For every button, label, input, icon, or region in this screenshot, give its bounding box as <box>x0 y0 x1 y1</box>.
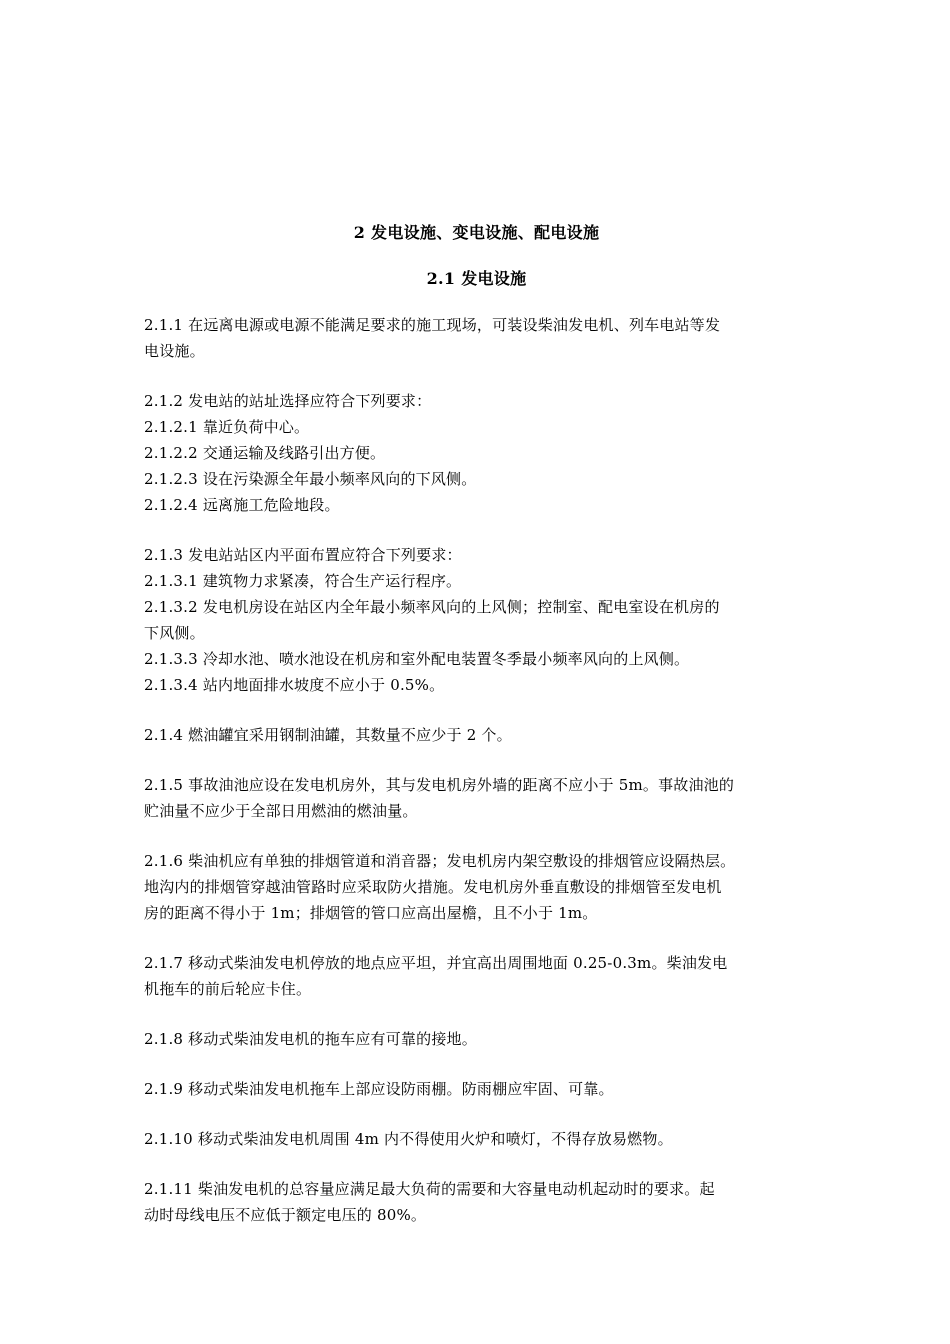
clause-list <box>144 312 809 1228</box>
clause-paragraph <box>144 722 809 748</box>
clause-line: 2.1.2.4 远离施工危险地段。 <box>144 496 340 514</box>
paragraph-gap <box>144 748 809 772</box>
clause-paragraph <box>144 848 809 926</box>
paragraph-gap <box>144 518 809 542</box>
clause-line: 2.1.10 移动式柴油发电机周围 4m 内不得使用火炉和喷灯，不得存放易燃物。 <box>144 1130 673 1148</box>
clause-line: 下风侧。 <box>144 624 205 642</box>
clause-line: 房的距离不得小于 1m；排烟管的管口应高出屋檐，且不小于 1m。 <box>144 904 598 922</box>
clause-line: 2.1.1 在远离电源或电源不能满足要求的施工现场，可装设柴油发电机、列车电站等发 <box>144 316 721 334</box>
clause-line: 2.1.5 事故油池应设在发电机房外，其与发电机房外墙的距离不应小于 5m。事故油池的 <box>144 776 735 794</box>
clause-line: 2.1.9 移动式柴油发电机拖车上部应设防雨棚。防雨棚应牢固、可靠。 <box>144 1080 614 1098</box>
clause-line: 地沟内的排烟管穿越油管路时应采取防火措施。发电机房外垂直敷设的排烟管至发电机 <box>144 878 722 896</box>
clause-line: 电设施。 <box>144 342 205 360</box>
paragraph-gap <box>144 1102 809 1126</box>
clause-paragraph <box>144 1176 809 1228</box>
clause-paragraph <box>144 1026 809 1052</box>
paragraph-gap <box>144 824 809 848</box>
paragraph-gap <box>144 926 809 950</box>
clause-line: 2.1.2.1 靠近负荷中心。 <box>144 418 310 436</box>
clause-paragraph <box>144 1126 809 1152</box>
clause-paragraph <box>144 312 809 364</box>
paragraph-gap <box>144 1052 809 1076</box>
clause-line: 2.1.7 移动式柴油发电机停放的地点应平坦，并宜高出周围地面 0.25-0.3m。柴油发电 <box>144 954 728 972</box>
paragraph-gap <box>144 1002 809 1026</box>
clause-paragraph <box>144 1076 809 1102</box>
clause-line: 动时母线电压不应低于额定电压的 80%。 <box>144 1206 427 1224</box>
clause-line: 贮油量不应少于全部日用燃油的燃油量。 <box>144 802 418 820</box>
clause-line: 2.1.8 移动式柴油发电机的拖车应有可靠的接地。 <box>144 1030 477 1048</box>
clause-line: 2.1.3.1 建筑物力求紧凑，符合生产运行程序。 <box>144 572 462 590</box>
clause-line: 2.1.3.4 站内地面排水坡度不应小于 0.5%。 <box>144 676 445 694</box>
clause-paragraph <box>144 950 809 1002</box>
section-heading: 2.1 发电设施 <box>426 269 527 288</box>
clause-paragraph <box>144 542 809 698</box>
clause-paragraph <box>144 772 809 824</box>
document-content <box>144 220 809 1228</box>
paragraph-gap <box>144 1152 809 1176</box>
clause-line: 2.1.2.3 设在污染源全年最小频率风向的下风侧。 <box>144 470 477 488</box>
clause-line: 2.1.11 柴油发电机的总容量应满足最大负荷的需要和大容量电动机起动时的要求。起 <box>144 1180 715 1198</box>
clause-line: 2.1.2 发电站的站址选择应符合下列要求： <box>144 392 432 410</box>
chapter-heading: 2 发电设施、变电设施、配电设施 <box>353 223 600 242</box>
clause-line: 2.1.2.2 交通运输及线路引出方便。 <box>144 444 386 462</box>
clause-paragraph <box>144 388 809 518</box>
clause-line: 机拖车的前后轮应卡住。 <box>144 980 312 998</box>
paragraph-gap <box>144 698 809 722</box>
clause-line: 2.1.3 发电站站区内平面布置应符合下列要求： <box>144 546 462 564</box>
paragraph-gap <box>144 364 809 388</box>
clause-line: 2.1.4 燃油罐宜采用钢制油罐，其数量不应少于 2 个。 <box>144 726 512 744</box>
clause-line: 2.1.6 柴油机应有单独的排烟管道和消音器；发电机房内架空敷设的排烟管应设隔热层。 <box>144 852 736 870</box>
clause-line: 2.1.3.3 冷却水池、喷水池设在机房和室外配电装置冬季最小频率风向的上风侧。 <box>144 650 690 668</box>
clause-line: 2.1.3.2 发电机房设在站区内全年最小频率风向的上风侧；控制室、配电室设在机房的 <box>144 598 720 616</box>
